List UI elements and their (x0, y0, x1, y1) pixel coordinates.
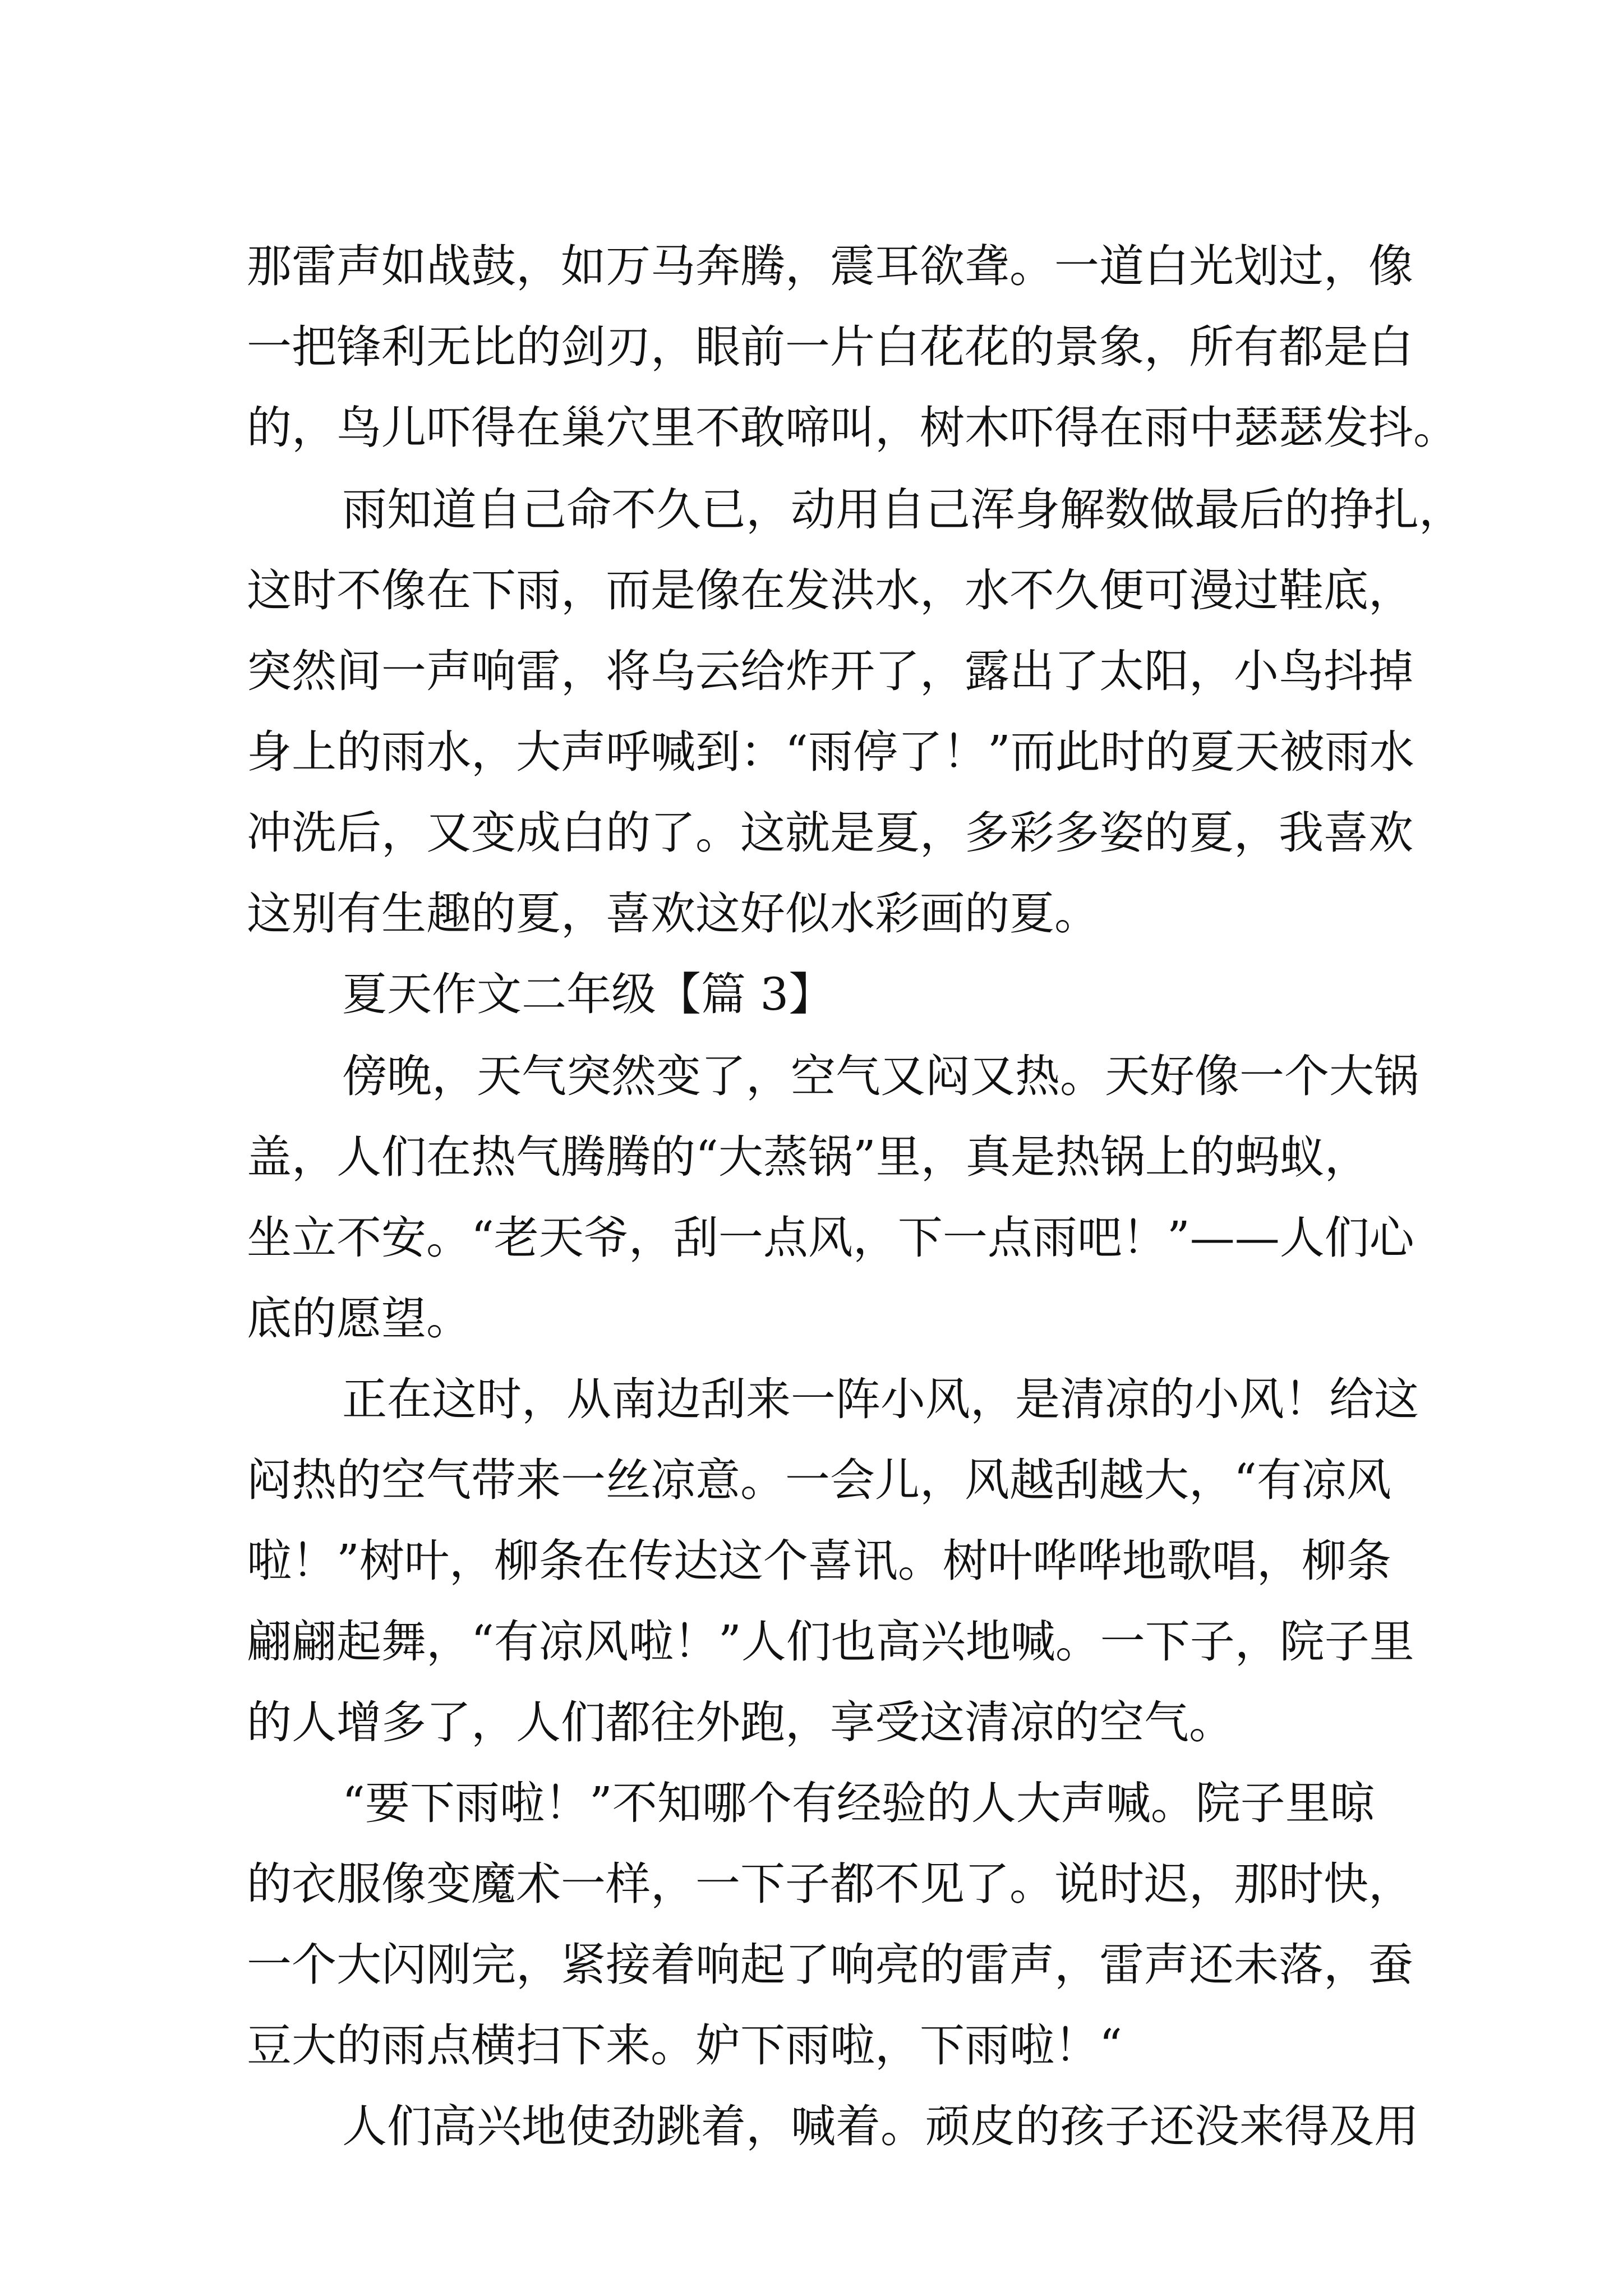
text-line: 正在这时，从南边刮来一阵小风，是清凉的小风！给这 (342, 1373, 1419, 1425)
text-line: 一把锋利无比的剑刃，眼前一片白花花的景象，所有都是白 (247, 321, 1413, 373)
text-line: 这别有生趣的夏，喜欢这好似水彩画的夏。 (247, 887, 1099, 940)
section-heading: 夏天作文二年级【篇 3】 (342, 968, 834, 1020)
text-line: 闷热的空气带来一丝凉意。一会儿，风越刮越大，“有凉风 (247, 1454, 1391, 1506)
text-line: 的衣服像变魔术一样，一下子都不见了。说时迟，那时快， (247, 1858, 1413, 1910)
text-line: 盖，人们在热气腾腾的“大蒸锅”里，真是热锅上的蚂蚁， (247, 1131, 1370, 1183)
text-line: 啦！”树叶，柳条在传达这个喜讯。树叶哗哗地歌唱，柳条 (247, 1535, 1391, 1587)
text-line: 突然间一声响雷，将乌云给炸开了，露出了太阳，小鸟抖掉 (247, 645, 1413, 697)
text-line: 傍晚，天气突然变了，空气又闷又热。天好像一个大锅 (342, 1050, 1419, 1102)
text-line: 人们高兴地使劲跳着，喊着。顽皮的孩子还没来得及用 (342, 2100, 1419, 2152)
text-line: 雨知道自己命不久已，动用自己浑身解数做最后的挣扎， (342, 484, 1464, 536)
text-line: 那雷声如战鼓，如万马奔腾，震耳欲聋。一道白光划过，像 (247, 240, 1413, 292)
text-line: 身上的雨水，大声呼喊到：“雨停了！”而此时的夏天被雨水 (247, 726, 1414, 778)
text-line: 底的愿望。 (247, 1292, 471, 1345)
text-line: 的人增多了，人们都往外跑，享受这清凉的空气。 (247, 1696, 1234, 1749)
text-line: 豆大的雨点横扫下来。妒下雨啦，下雨啦！“ (247, 2019, 1122, 2072)
text-line: 坐立不安。“老天爷，刮一点风，下一点雨吧！”——人们心 (247, 1212, 1414, 1264)
text-line: 这时不像在下雨，而是像在发洪水，水不久便可漫过鞋底， (247, 564, 1413, 616)
text-line: “要下雨啦！”不知哪个有经验的人大声喊。院子里晾 (342, 1777, 1375, 1829)
text-line: 冲洗后，又变成白的了。这就是夏，多彩多姿的夏，我喜欢 (247, 807, 1413, 859)
text-line: 翩翩起舞，“有凉风啦！”人们也高兴地喊。一下子，院子里 (247, 1616, 1414, 1668)
text-line: 一个大闪刚完，紧接着响起了响亮的雷声，雷声还未落，蚕 (247, 1939, 1413, 1991)
text-line: 的，鸟儿吓得在巢穴里不敢啼叫，树木吓得在雨中瑟瑟发抖。 (247, 402, 1458, 454)
